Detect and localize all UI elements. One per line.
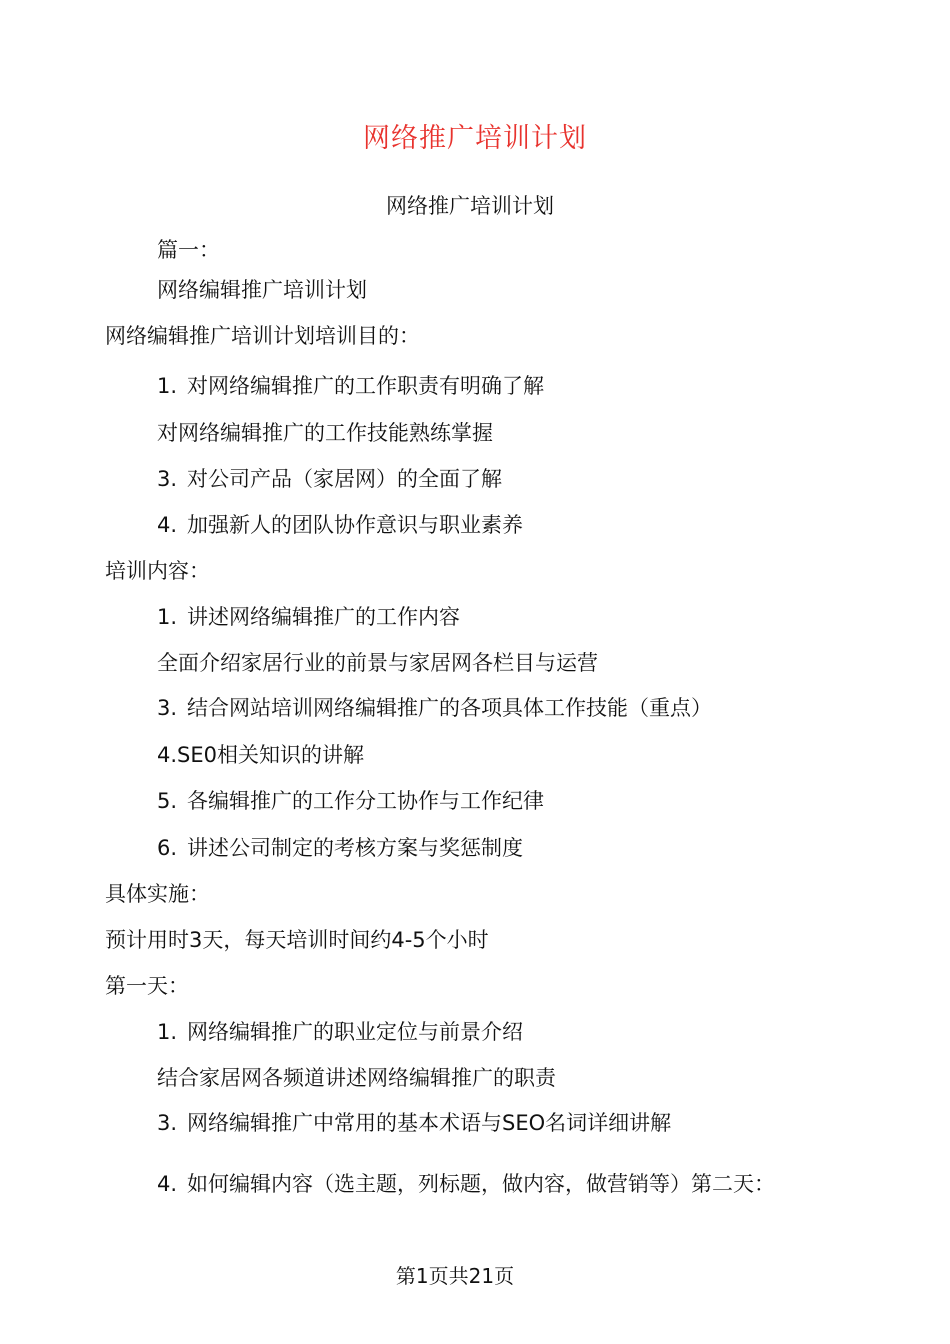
list-number: 4.	[157, 513, 178, 537]
list-item: 全面介绍家居行业的前景与家居网各栏目与运营	[157, 651, 598, 675]
list-number: 1.	[157, 1020, 178, 1044]
list-item: 1. 网络编辑推广的职业定位与前景介绍	[157, 1020, 523, 1044]
list-item: 1. 对网络编辑推广的工作职责有明确了解	[157, 374, 544, 398]
list-number: 4.	[157, 1172, 178, 1196]
list-item: 3. 对公司产品（家居网）的全面了解	[157, 467, 502, 491]
list-item: 4. 如何编辑内容（选主题，列标题，做内容，做营销等）第二天：	[157, 1172, 775, 1196]
list-item: 3. 结合网站培训网络编辑推广的各项具体工作技能（重点）	[157, 696, 712, 720]
list-item: 1. 讲述网络编辑推广的工作内容	[157, 605, 460, 629]
list-item: 结合家居网各频道讲述网络编辑推广的职责	[157, 1066, 556, 1090]
section-heading: 培训内容：	[105, 559, 210, 583]
document-title: 网络推广培训计划	[363, 123, 587, 154]
list-item: 6. 讲述公司制定的考核方案与奖惩制度	[157, 836, 523, 860]
paragraph: 篇一：	[157, 238, 220, 262]
list-item: 4.SE0相关知识的讲解	[157, 743, 364, 767]
list-item: 对网络编辑推广的工作技能熟练掌握	[157, 421, 493, 445]
list-item: 3. 网络编辑推广中常用的基本术语与SEO名词详细讲解	[157, 1111, 672, 1135]
paragraph: 预计用时3天，每天培训时间约4-5个小时	[105, 928, 489, 952]
list-number: 1.	[157, 374, 178, 398]
section-heading: 具体实施：	[105, 882, 210, 906]
list-item: 5. 各编辑推广的工作分工协作与工作纪律	[157, 789, 544, 813]
section-heading: 第一天：	[105, 974, 189, 998]
page-footer: 第1页共21页	[395, 1264, 515, 1288]
list-number: 3.	[157, 1111, 178, 1135]
section-heading: 网络编辑推广培训计划培训目的：	[105, 324, 420, 348]
list-number: 6.	[157, 836, 178, 860]
list-number: 3.	[157, 696, 178, 720]
paragraph: 网络编辑推广培训计划	[157, 278, 367, 302]
list-item: 4. 加强新人的团队协作意识与职业素养	[157, 513, 523, 537]
document-subtitle: 网络推广培训计划	[386, 194, 554, 218]
list-number: 5.	[157, 789, 178, 813]
list-number: 1.	[157, 605, 178, 629]
list-number: 3.	[157, 467, 178, 491]
